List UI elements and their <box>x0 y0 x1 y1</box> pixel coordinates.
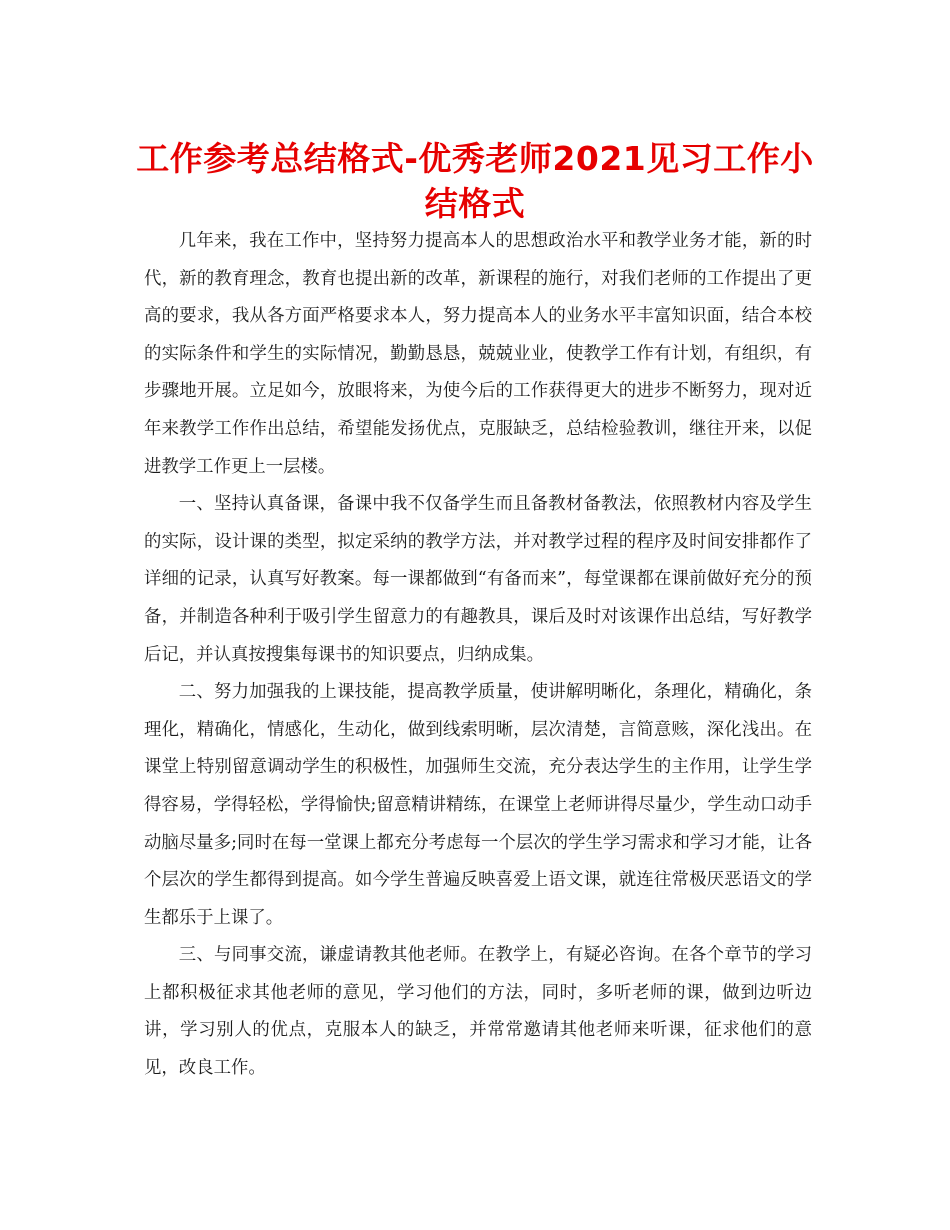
paragraph-intro: 几年来，我在工作中，坚持努力提高本人的思想政治水平和教学业务才能，新的时代，新的教育理念，教育也提出新的改革，新课程的施行，对我们老师的工作提出了更高的要求，我从各方面严格要求本人，努力提高本人的业务水平丰富知识面，结合本校的实际条件和学生的实际情况，勤勤恳恳，兢兢业业，使教学工作有计划，有组织，有步骤地开展。立足如今，放眼将来，为使今后的工作获得更大的进步不断努力，现对近年来教学工作作出总结，希望能发扬优点，克服缺乏，总结检验教训，继往开来，以促进教学工作更上一层楼。 <box>144 231 812 477</box>
document-body <box>144 223 812 1088</box>
paragraph-section-1: 一、坚持认真备课，备课中我不仅备学生而且备教材备教法，依照教材内容及学生的实际，设计课的类型，拟定采纳的教学方法，并对教学过程的程序及时间安排都作了详细的记录，认真写好教案。每一课都做到“有备而来”，每堂课都在课前做好充分的预备，并制造各种利于吸引学生留意力的有趣教具，课后及时对该课作出总结，写好教学后记，并认真按搜集每课书的知识要点，归纳成集。 <box>144 494 812 665</box>
paragraph-section-3: 三、与同事交流，谦虚请教其他老师。在教学上，有疑必咨询。在各个章节的学习上都积极征求其他老师的意见，学习他们的方法，同时，多听老师的课，做到边听边讲，学习别人的优点，克服本人的缺乏，并常常邀请其他老师来听课，征求他们的意见，改良工作。 <box>144 945 812 1079</box>
paragraph-section-2: 二、努力加强我的上课技能，提高教学质量，使讲解明晰化，条理化，精确化，条理化，精确化，情感化，生动化，做到线索明晰，层次清楚，言简意赅，深化浅出。在课堂上特别留意调动学生的积极性，加强师生交流，充分表达学生的主作用，让学生学得容易，学得轻松，学得愉快;留意精讲精练，在课堂上老师讲得尽量少，学生动口动手动脑尽量多;同时在每一堂课上都充分考虑每一个层次的学生学习需求和学习才能，让各个层次的学生都得到提高。如今学生普遍反映喜爱上语文课，就连往常极厌恶语文的学生都乐于上课了。 <box>144 682 812 928</box>
document-title: 工作参考总结格式-优秀老师2021见习工作小结格式 <box>136 139 814 223</box>
